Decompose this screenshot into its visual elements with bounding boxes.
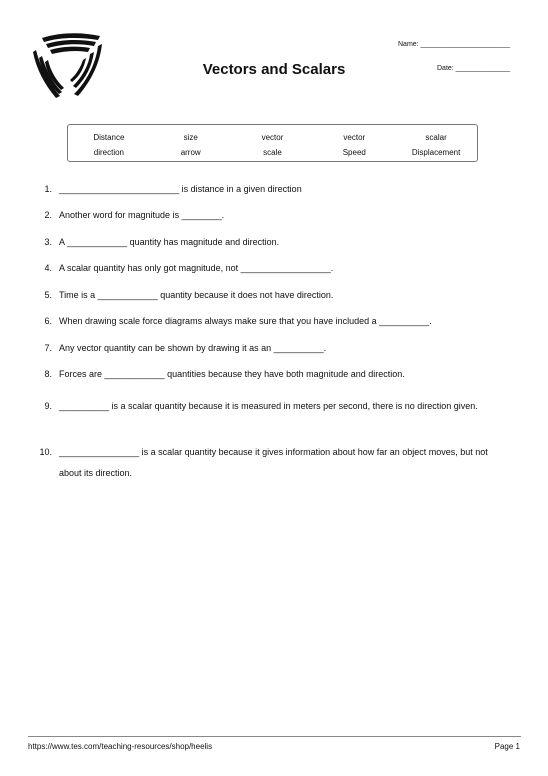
question-text: A scalar quantity has only got magnitude, not __________________. [59,263,334,273]
question-number: 8. [44,369,52,379]
word-bank-word: direction [93,148,125,157]
word-bank-row-2 [68,148,477,157]
question-text: Time is a ____________ quantity because it does not have direction. [59,290,334,300]
name-field[interactable]: Name: _______________________ [398,41,511,48]
question-number: 9. [44,401,52,411]
question-number: 2. [44,210,52,220]
question-text: When drawing scale force diagrams always make sure that you have included a __________. [59,316,432,326]
word-bank [67,124,478,162]
word-bank-word: scale [263,148,282,157]
footer-url[interactable]: https://www.tes.com/teaching-resources/shop/heelis [28,742,213,751]
word-bank-word: scalar [425,133,447,142]
word-bank-word: size [183,133,198,142]
word-bank-word: vector [343,133,366,142]
question-number: 5. [44,290,52,300]
question-text: Another word for magnitude is ________. [59,210,225,220]
question-text: Any vector quantity can be shown by drawing it as an __________. [59,343,327,353]
page-number: Page 1 [494,742,520,751]
footer-divider [28,736,521,737]
word-bank-word: vector [261,133,284,142]
question-text: ________________________ is distance in a given direction [59,184,302,194]
question-text: __________ is a scalar quantity because it is measured in meters per second, there is no direction given. [59,401,478,411]
question-number: 7. [44,343,52,353]
question-text: A ____________ quantity has magnitude and direction. [59,237,280,247]
word-bank-word: Speed [342,148,366,157]
word-bank-word: arrow [180,148,201,157]
question-number: 1. [44,184,52,194]
word-bank-row-1 [68,133,477,142]
word-bank-word: Distance [93,133,125,142]
word-bank-word: Displacement [411,148,461,157]
question-number: 6. [44,316,52,326]
page-title: Vectors and Scalars [202,61,346,78]
question-text: Forces are ____________ quantities because they have both magnitude and direction. [59,369,405,379]
question-number: 10. [39,447,52,457]
question-text: ________________ is a scalar quantity because it gives information about how far an object moves, but not about its direction. [59,447,488,478]
question-number: 3. [44,237,52,247]
date-field[interactable]: Date: ______________ [437,65,511,72]
question-number: 4. [44,263,52,273]
